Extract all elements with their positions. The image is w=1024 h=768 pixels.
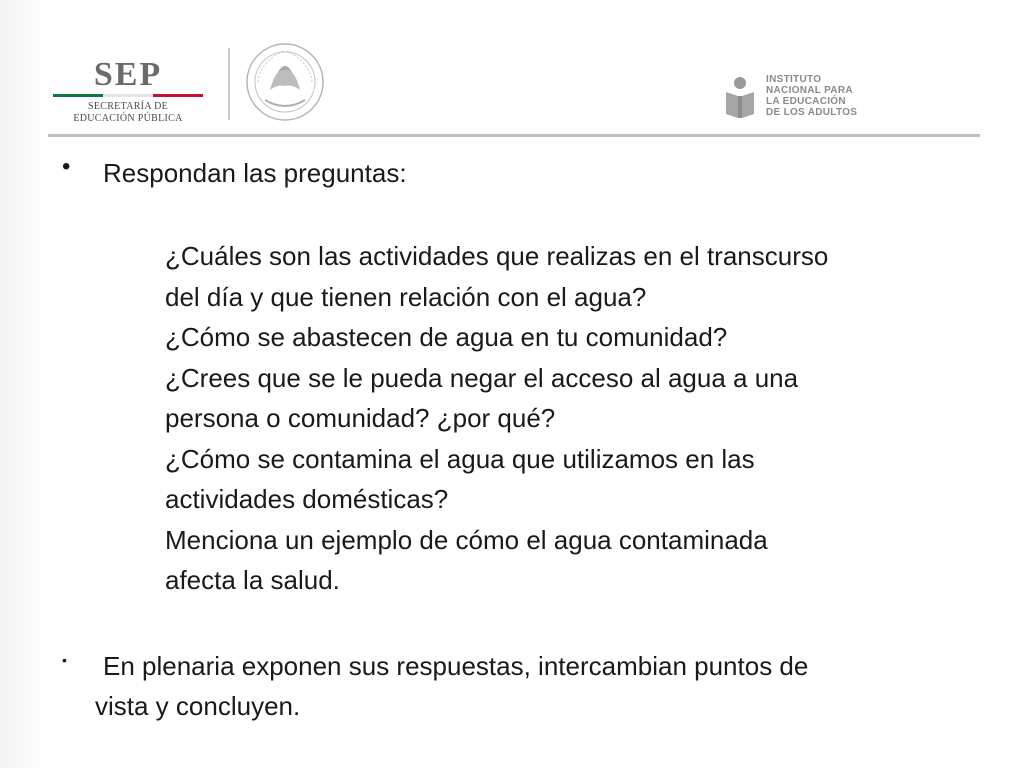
question-line: ¿Cuáles son las actividades que realizas en el transcurso (165, 241, 829, 271)
question-line: del día y que tienen relación con el agua? (165, 281, 647, 312)
question-line: ¿Crees que se le pueda negar el acceso al agua a una (165, 362, 799, 393)
question-line: ¿Cómo se contamina el agua que utilizamos en las (165, 443, 755, 474)
sep-title: SEP (93, 56, 163, 93)
question-line: persona o comunidad? ¿por qué? (165, 403, 556, 433)
questions-list (165, 236, 965, 601)
header-rule (48, 134, 980, 137)
inea-logo (722, 74, 872, 122)
bullet-text-2-line1: En plenaria exponen sus respuestas, intercambian puntos de (103, 651, 809, 681)
bullet-text-1: Respondan las preguntas: (103, 158, 407, 188)
bullet-dot: • (62, 153, 71, 180)
bullet-text-2-line2: vista y concluyen. (95, 691, 301, 721)
question-line: actividades domésticas? (165, 484, 449, 514)
inea-line4: DE LOS ADULTOS (766, 107, 858, 118)
sep-logo (48, 58, 208, 124)
sep-subtitle-line2: EDUCACIÓN PÚBLICA (73, 113, 183, 124)
inea-text (766, 74, 857, 118)
question-line: ¿Cómo se abastecen de agua en tu comunidad? (165, 322, 728, 352)
sep-subtitle-line1: SECRETARÍA DE (87, 101, 169, 112)
national-seal-icon (240, 40, 330, 124)
inea-line1: INSTITUTO (766, 74, 822, 85)
inea-people-icon (722, 74, 758, 122)
question-line: Menciona un ejemplo de cómo el agua contaminada (165, 524, 768, 555)
question-line: afecta la salud. (165, 565, 340, 595)
bullet-dot-small: • (62, 652, 67, 668)
header-divider (228, 48, 230, 120)
header (0, 0, 1024, 140)
inea-line3: LA EDUCACIÓN (766, 96, 846, 107)
inea-line2: NACIONAL PARA (766, 85, 853, 96)
sep-flag-stripe (53, 94, 203, 97)
